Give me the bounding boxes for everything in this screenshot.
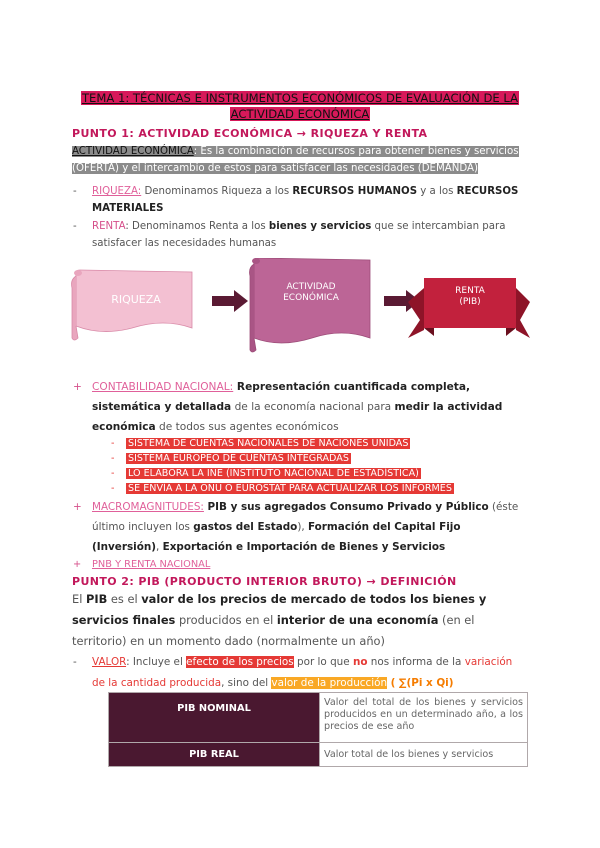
contabilidad-sublist (111, 436, 496, 496)
pib-nominal-label: PIB NOMINAL (109, 693, 320, 743)
riqueza-renta-diagram (68, 258, 532, 358)
flow-arrow-1 (212, 290, 248, 312)
valor-bullet: - VALOR: Incluye el efecto de los precios por lo que no nos informa de la variación de la cantidad producida, sino del valor de la producción ( ∑(Pi x Qi) (73, 656, 513, 689)
box-actividad-label: ACTIVIDAD ECONÓMICA (283, 282, 339, 303)
table-row (109, 693, 528, 743)
pib-table (108, 692, 528, 767)
title-line-1: TEMA 1: TÉCNICAS E INSTRUMENTOS ECONÓMICOS DE EVALUACIÓN DE LA (81, 91, 519, 105)
list-item: - LO ELABORA LA INE (INSTITUTO NACIONAL DE ESTADÍSTICA) (111, 468, 419, 479)
arrow-right-icon: → (296, 127, 307, 140)
arrow-right-icon: → (366, 575, 377, 588)
pib-nominal-value: Valor del total de los bienes y servicios producidos en un determinado año, a los precios de ese año (320, 693, 528, 743)
pib-definition: El PIB es el valor de los precios de mercado de todos los bienes y servicios finales producidos en el interior de una economía (en el territorio) en un momento dado (normalmente un año) (72, 592, 487, 648)
list-item: - SISTEMA EUROPEO DE CUENTAS INTEGRADAS (111, 453, 349, 464)
riqueza-bullet: - RIQUEZA: Denominamos Riqueza a los RECURSOS HUMANOS y a los RECURSOS MATERIALES (73, 186, 519, 214)
document-title (72, 90, 528, 122)
table-row (109, 743, 528, 767)
renta-bullet: - RENTA: Denominamos Renta a los bienes y servicios que se intercambian para satisfacer las necesidades humanas (73, 221, 506, 249)
contabilidad-bullet: + CONTABILIDAD NACIONAL: Representación cuantificada completa, sistemática y detallada de la economía nacional para medir la actividad económica de todos sus agentes económicos (73, 381, 503, 433)
macromagnitudes-bullet: + MACROMAGNITUDES: PIB y sus agregados Consumo Privado y Público (éste último incluyen los gastos del Estado), Formación del Capital Fijo (Inversión), Exportación e Importación de Bienes y Servicios (73, 501, 519, 553)
punto-2-heading: PUNTO 2: PIB (PRODUCTO INTERIOR BRUTO) → DEFINICIÓN (72, 575, 457, 588)
pib-real-label: PIB REAL (109, 743, 320, 767)
actividad-economica-definition: ACTIVIDAD ECONÓMICA: Es la combinación de recursos para obtener bienes y servicios (OFERTA) y el intercambio de estos para satisfacer las necesidades (DEMANDA) (72, 146, 519, 174)
diagram-svg (68, 258, 532, 358)
list-item: - SE ENVÍA A LA ONU O EUROSTAT PARA ACTUALIZAR LOS INFORMES (111, 483, 452, 494)
title-line-2: ACTIVIDAD ECONÓMICA (230, 107, 370, 121)
box-renta-label: RENTA (PIB) (455, 286, 485, 307)
list-item: - SISTEMA DE CUENTAS NACIONALES DE NACIONES UNIDAS (111, 438, 409, 449)
punto-1-heading: PUNTO 1: ACTIVIDAD ECONÓMICA → RIQUEZA Y RENTA (72, 127, 428, 140)
scroll-actividad (250, 258, 371, 352)
pnb-bullet: + PNB Y RENTA NACIONAL (73, 559, 211, 570)
box-riqueza-label: RIQUEZA (111, 293, 161, 306)
pib-real-value: Valor total de los bienes y servicios (320, 743, 528, 767)
